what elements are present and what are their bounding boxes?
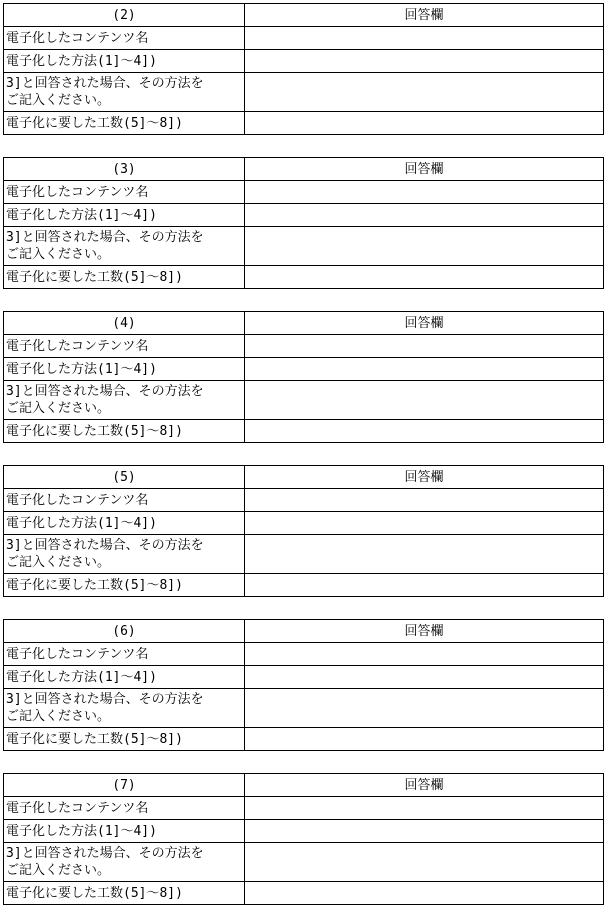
effort-label: 電子化に要した工数(5]～8]) <box>4 266 245 289</box>
method-detail-label: 3]と回答された場合、その方法を ご記入ください。 <box>4 227 245 266</box>
answer-column-header: 回答欄 <box>245 158 604 181</box>
form-number: (6) <box>4 620 245 643</box>
survey-form-3 <box>3 157 604 289</box>
content-name-answer[interactable] <box>245 27 604 50</box>
method-detail-answer[interactable] <box>245 381 604 420</box>
content-name-answer[interactable] <box>245 489 604 512</box>
content-name-label: 電子化したコンテンツ名 <box>4 181 245 204</box>
answer-column-header: 回答欄 <box>245 312 604 335</box>
answer-column-header: 回答欄 <box>245 620 604 643</box>
method-answer[interactable] <box>245 358 604 381</box>
content-name-answer[interactable] <box>245 797 604 820</box>
content-name-answer[interactable] <box>245 335 604 358</box>
form-number: (2) <box>4 4 245 27</box>
method-detail-answer[interactable] <box>245 843 604 882</box>
method-answer[interactable] <box>245 666 604 689</box>
method-label: 電子化した方法(1]～4]) <box>4 358 245 381</box>
effort-label: 電子化に要した工数(5]～8]) <box>4 420 245 443</box>
survey-form-2 <box>3 3 604 135</box>
method-detail-answer[interactable] <box>245 689 604 728</box>
form-number: (5) <box>4 466 245 489</box>
method-answer[interactable] <box>245 512 604 535</box>
survey-form-7 <box>3 773 604 905</box>
answer-column-header: 回答欄 <box>245 4 604 27</box>
content-name-answer[interactable] <box>245 643 604 666</box>
method-label: 電子化した方法(1]～4]) <box>4 204 245 227</box>
survey-form-5 <box>3 465 604 597</box>
form-number: (3) <box>4 158 245 181</box>
content-name-label: 電子化したコンテンツ名 <box>4 643 245 666</box>
effort-label: 電子化に要した工数(5]～8]) <box>4 112 245 135</box>
method-detail-answer[interactable] <box>245 73 604 112</box>
method-label: 電子化した方法(1]～4]) <box>4 666 245 689</box>
content-name-label: 電子化したコンテンツ名 <box>4 797 245 820</box>
answer-column-header: 回答欄 <box>245 774 604 797</box>
method-detail-answer[interactable] <box>245 535 604 574</box>
effort-answer[interactable] <box>245 420 604 443</box>
answer-column-header: 回答欄 <box>245 466 604 489</box>
method-answer[interactable] <box>245 50 604 73</box>
survey-form-4 <box>3 311 604 443</box>
content-name-label: 電子化したコンテンツ名 <box>4 335 245 358</box>
effort-answer[interactable] <box>245 728 604 751</box>
effort-label: 電子化に要した工数(5]～8]) <box>4 882 245 905</box>
method-detail-label: 3]と回答された場合、その方法を ご記入ください。 <box>4 689 245 728</box>
effort-label: 電子化に要した工数(5]～8]) <box>4 574 245 597</box>
method-answer[interactable] <box>245 820 604 843</box>
method-label: 電子化した方法(1]～4]) <box>4 50 245 73</box>
effort-label: 電子化に要した工数(5]～8]) <box>4 728 245 751</box>
method-detail-label: 3]と回答された場合、その方法を ご記入ください。 <box>4 73 245 112</box>
method-answer[interactable] <box>245 204 604 227</box>
method-detail-answer[interactable] <box>245 227 604 266</box>
method-detail-label: 3]と回答された場合、その方法を ご記入ください。 <box>4 843 245 882</box>
content-name-label: 電子化したコンテンツ名 <box>4 27 245 50</box>
content-name-label: 電子化したコンテンツ名 <box>4 489 245 512</box>
form-number: (4) <box>4 312 245 335</box>
method-label: 電子化した方法(1]～4]) <box>4 512 245 535</box>
method-label: 電子化した方法(1]～4]) <box>4 820 245 843</box>
method-detail-label: 3]と回答された場合、その方法を ご記入ください。 <box>4 535 245 574</box>
method-detail-label: 3]と回答された場合、その方法を ご記入ください。 <box>4 381 245 420</box>
form-number: (7) <box>4 774 245 797</box>
survey-form-6 <box>3 619 604 751</box>
effort-answer[interactable] <box>245 266 604 289</box>
effort-answer[interactable] <box>245 882 604 905</box>
effort-answer[interactable] <box>245 574 604 597</box>
effort-answer[interactable] <box>245 112 604 135</box>
content-name-answer[interactable] <box>245 181 604 204</box>
